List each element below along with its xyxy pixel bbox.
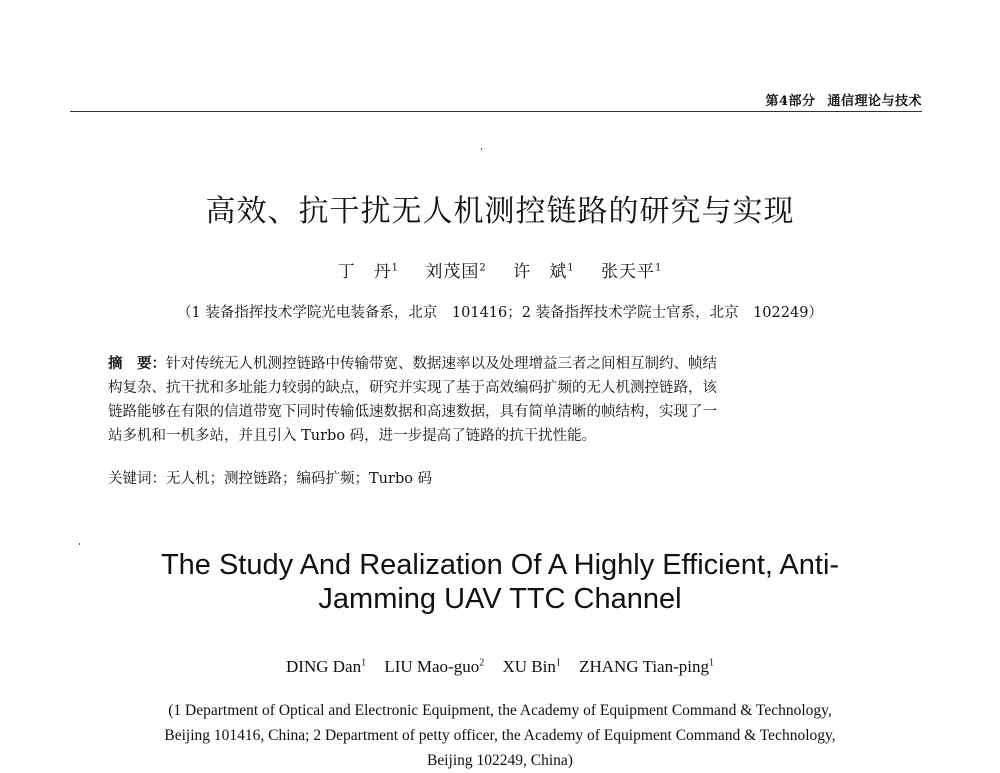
chinese-author-name: 刘茂国 (425, 262, 480, 282)
english-author-name: DING Dan (286, 657, 362, 676)
chinese-author-affil: 1 (391, 262, 400, 274)
chinese-author-name: 张天平 (600, 262, 655, 282)
english-author-affil: 1 (555, 657, 561, 669)
chinese-author (513, 262, 574, 282)
english-affiliations (0, 698, 1000, 769)
chinese-author (601, 262, 662, 282)
english-title-line: The Study And Realization Of A Highly Efficient, Anti- (160, 549, 840, 581)
english-author-list (0, 657, 1000, 677)
chinese-abstract (108, 352, 900, 448)
running-head-part: 第4部分 (765, 94, 816, 109)
english-author-name: ZHANG Tian-ping (579, 657, 709, 676)
chinese-author-affil: 1 (567, 262, 575, 274)
scan-speck (481, 148, 482, 150)
abstract-line: 构复杂、抗干扰和多址能力较弱的缺点，研究并实现了基于高效编码扩频的无人机测控链路，该 (108, 380, 717, 396)
chinese-title: 高效、抗干扰无人机测控链路的研究与实现 (205, 194, 795, 229)
english-author (286, 657, 366, 676)
english-author (502, 657, 560, 676)
chinese-keywords (108, 467, 432, 488)
english-title (0, 548, 1000, 616)
english-author (579, 657, 714, 676)
keywords-text: 无人机；测控链路；编码扩频；Turbo 码 (166, 471, 433, 487)
english-author-affil: 1 (708, 657, 714, 669)
scan-speck (79, 543, 80, 545)
english-author-affil: 1 (361, 657, 367, 669)
english-author-name: LIU Mao-guo (384, 657, 480, 676)
abstract-line: 站多机和一机多站，并且引入 Turbo 码，进一步提高了链路的抗干扰性能。 (108, 428, 597, 444)
chinese-author-affil: 1 (654, 262, 663, 274)
english-author (384, 657, 484, 676)
chinese-author (425, 262, 486, 282)
english-title-line: Jamming UAV TTC Channel (318, 583, 682, 615)
abstract-label: 摘 要： (108, 355, 166, 372)
english-affiliation-line: (1 Department of Optical and Electronic Equipment, the Academy of Equipment Command & Technology, (168, 702, 832, 719)
english-author-affil: 2 (479, 657, 485, 669)
abstract-line: 链路能够在有限的信道带宽下同时传输低速数据和高速数据，具有简单清晰的帧结构，实现了一 (108, 404, 717, 420)
header-rule (70, 111, 922, 112)
english-author-name: XU Bin (502, 657, 556, 676)
chinese-author-name: 许 斌 (513, 262, 568, 282)
chinese-affiliations: （1 装备指挥技术学院光电装备系，北京 101416；2 装备指挥技术学院士官系，北京 102249） (177, 305, 823, 321)
abstract-line (108, 352, 900, 376)
chinese-author (338, 262, 399, 282)
running-head (765, 90, 922, 109)
english-affiliation-line: Beijing 102249, China) (427, 752, 573, 769)
chinese-author-name: 丁 丹 (337, 262, 392, 282)
chinese-author-affil: 2 (479, 262, 487, 274)
abstract-text: 针对传统无人机测控链路中传输带宽、数据速率以及处理增益三者之间相互制约、帧结 (166, 356, 717, 372)
running-head-section: 通信理论与技术 (827, 94, 922, 109)
chinese-author-list (0, 257, 1000, 282)
keywords-label: 关键词： (108, 471, 166, 487)
english-affiliation-line: Beijing 101416, China; 2 Department of petty officer, the Academy of Equipment Command & Technology, (164, 727, 836, 744)
